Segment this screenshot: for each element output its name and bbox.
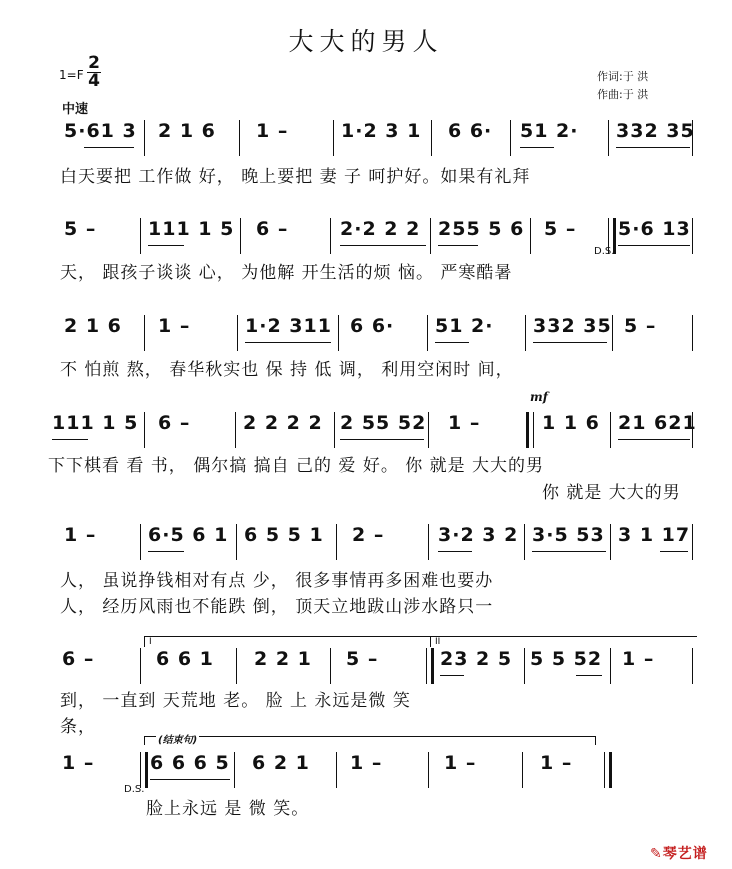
measure: 1 1 6 — [542, 412, 600, 434]
measure: 1 – — [64, 524, 97, 546]
composer-credit: 作曲:于 洪 — [597, 88, 649, 101]
measure: 1 – — [350, 752, 383, 774]
measure: 3·5 53 — [532, 524, 605, 546]
measure: 21 621 — [618, 412, 697, 434]
lyrics-row-3: 不 怕煎 熬， 春华秋实也 保 持 低 调， 利用空闲时 间， — [60, 360, 514, 380]
ds-mark: D.S. — [594, 246, 615, 257]
measure: 6 2 1 — [252, 752, 310, 774]
ending-bracket — [144, 736, 596, 745]
lyrics-row-7: 脸上永远 是 微 笑。 — [146, 799, 310, 819]
time-signature — [86, 55, 102, 90]
measure: 111 1 5 — [52, 412, 139, 434]
measure: 5 5 52 — [530, 648, 603, 670]
measure: 5 – — [346, 648, 379, 670]
tempo-marking: 中速 — [62, 102, 89, 117]
measure: 1 – — [62, 752, 95, 774]
song-title: 大大的男人 — [288, 27, 444, 56]
lyricist-credit: 作词:于 洪 — [597, 70, 649, 83]
measure: 6 – — [158, 412, 191, 434]
measure: 5 – — [544, 218, 577, 240]
measure: 6 – — [62, 648, 95, 670]
measure: 1 – — [448, 412, 481, 434]
lyrics-row-2: 天， 跟孩子谈谈 心， 为他解 开生活的烦 恼。 严寒酷暑 — [60, 263, 513, 283]
measure: 1 – — [540, 752, 573, 774]
measure: 6 – — [256, 218, 289, 240]
measure: 6 6 1 — [156, 648, 214, 670]
ds-mark-ending: D.S. — [124, 784, 145, 795]
lyrics-row-4-verse-2: 你 就是 大大的男 — [542, 483, 681, 503]
measure: 2 55 52 — [340, 412, 427, 434]
measure: 255 5 6 — [438, 218, 525, 240]
measure: 3·2 3 2 — [438, 524, 519, 546]
lyrics-row-6-verse-2: 条， — [60, 717, 96, 737]
measure: 1 – — [158, 315, 191, 337]
watermark-text: 琴艺谱 — [662, 846, 708, 862]
measure: 1 – — [256, 120, 289, 142]
measure: 5 – — [64, 218, 97, 240]
measure: 2 1 6 — [64, 315, 122, 337]
measure: 5·61 3 — [64, 120, 137, 142]
ending-label: (结束句) — [156, 731, 199, 746]
volta-2: II — [430, 636, 697, 647]
measure: 1 – — [444, 752, 477, 774]
lyrics-row-5-verse-2: 人， 经历风雨也不能跌 倒， 顶天立地跋山涉水路只一 — [60, 597, 494, 617]
lyrics-row-1: 白天要把 工作做 好， 晚上要把 妻 子 呵护好。如果有礼拜 — [60, 167, 531, 187]
measure: 332 35 — [533, 315, 612, 337]
measure: 1·2 3 1 — [341, 120, 422, 142]
measure: 3 1 17 — [618, 524, 691, 546]
measure: 2 1 6 — [158, 120, 216, 142]
notation-row-7 — [0, 752, 732, 792]
measure: 2 – — [352, 524, 385, 546]
measure: 2 2 1 — [254, 648, 312, 670]
measure: 5 – — [624, 315, 657, 337]
notation-row-6 — [0, 648, 732, 688]
measure: 6 6· — [448, 120, 493, 142]
measure: 5·6 13 — [618, 218, 691, 240]
measure: 332 35 — [616, 120, 695, 142]
measure: 111 1 5 — [148, 218, 235, 240]
measure: 51 2· — [435, 315, 494, 337]
measure: 6 6 6 5 — [150, 752, 230, 774]
measure: 6·5 6 1 — [148, 524, 229, 546]
notation-row-4 — [0, 412, 732, 452]
lyrics-row-6: 到， 一直到 天荒地 老。 脸 上 永远是微 笑 — [60, 691, 411, 711]
notation-row-5 — [0, 524, 732, 564]
dynamic-mark: mf — [530, 390, 548, 404]
measure: 2 2 2 2 — [243, 412, 323, 434]
notation-row-2 — [0, 218, 732, 258]
measure: 23 2 5 — [440, 648, 513, 670]
measure: 51 2· — [520, 120, 579, 142]
measure: 1·2 311 — [245, 315, 332, 337]
measure: 1 – — [622, 648, 655, 670]
lyrics-row-5: 人， 虽说挣钱相对有点 少， 很多事情再多困难也要办 — [60, 571, 494, 591]
notation-row-1 — [0, 120, 732, 160]
measure: 6 5 5 1 — [244, 524, 324, 546]
measure: 2·2 2 2 — [340, 218, 421, 240]
notation-row-3 — [0, 315, 732, 355]
lyrics-row-4: 下下棋看 看 书， 偶尔搞 搞自 己的 爱 好。 你 就是 大大的男 — [48, 456, 545, 476]
time-signature-top: 2 — [88, 53, 100, 73]
time-signature-bottom: 4 — [88, 71, 100, 91]
logo-icon: ✎ — [650, 846, 663, 862]
volta-1: I — [144, 636, 431, 647]
watermark-logo — [650, 843, 708, 863]
key-signature: 1=F — [59, 68, 84, 82]
measure: 6 6· — [350, 315, 395, 337]
